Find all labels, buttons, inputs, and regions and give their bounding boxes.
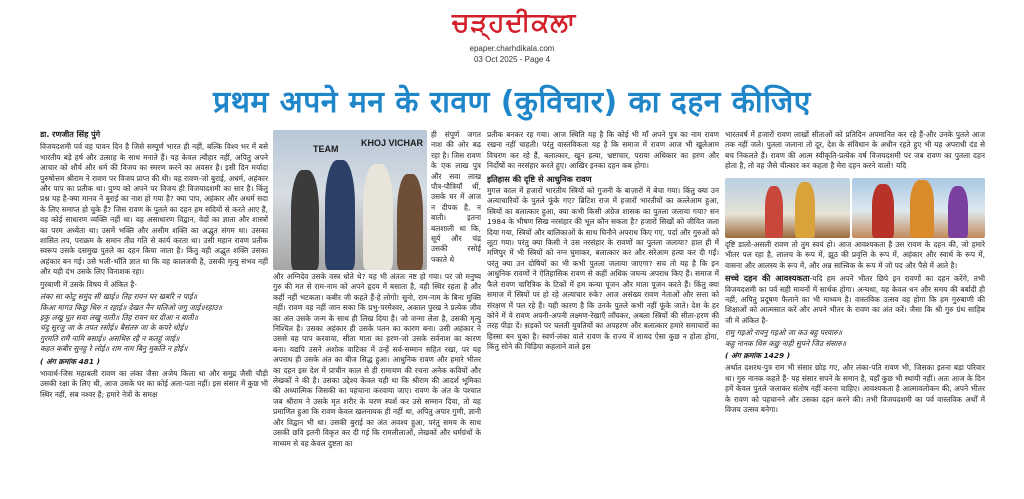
paragraph: भारतवर्ष में हजारों रावण लाखों सीताओं को प्रतिदिन अपमानित कर रहे हैं-और उनके पुतले आज तक नहीं जले। पुतला जलाना तो दूर, देश के संविधान के अधीन रहते हुए भी यह अपराधी दंड से बच निकलते हैं। रावण की आत्म स्वीकृति-प्रत्येक वर्ष विजयदशमी पर जब रावण का पुतला दहन होता है, तो वह जैसे चीत्कार कर कहता है मेरा दहन करने वालो! यदि [725,130,985,171]
paragraph: भावार्थ-जिस महाबली रावण का लंका जैसा अजेय किला था और समुद्र जैसी चौड़ी उसकी रक्षा के लिए थी, आज उसके घर का कोई अता-पता नहीं। इस संसार में कुछ भी स्थिर नहीं, सब नश्वर है; हमारे नेत्रों के समक्ष [40,368,268,399]
paragraph [725,273,985,326]
paragraph: और अग्निदेव उसके वस्त्र धोते थे? यह भी अंततः नष्ट हो गया। पर जो मनुष्य गुरु की मत से राम-नाम को अपने हृदय में बसाता है, वही स्थिर रहता है और कहीं नहीं भटकता। कबीर जी कहते हैं-हे लोगों! सुनो, राम-नाम के बिना मुक्ति नहीं। रावण वह नहीं जान सका कि प्रभु-परमेश्वर, अकाल पुरख ने प्रत्येक जीव का अंत उसके जन्म के साथ ही लिख दिया है। जो जन्मा लेता है, उसकी मृत्यु निश्चित है। उसका अहंकार ही उसके पतन का कारण बना। उसी अहंकार ने उससे वह पाप करवाया, सीता माता का हरण-जो उसके सर्वनाश का कारण बना। यद्यपि उसने अशोक वाटिका में उन्हें सर्व-सम्मान सहित रखा, पर यह अपराध ही उसके अंत का बीज सिद्ध हुआ। आधुनिक रावण और हमारे भीतर का दहन इस देश में प्राचीन काल से ही रामायण की रचना अनेक कवियों और लेखकों ने की है। उसका उद्देश्य केवल यही था कि श्रीराम की आदर्श भूमिका की अध्यात्मिक जिसकी का पहचाना करवाया जाए। रावण के अंत के पश्चात जब श्रीराम ने उसके मृत शरीर के चरण स्पर्श कर उसे सम्मान दिया, तो यह प्रमाणित हुआ कि रावण केवल खलनायक ही नहीं था, अपितु अपार गुणी, ज्ञानी और विद्वान भी था। उसकी बुराई का अंत अवश्य हुआ, परंतु समय के साथ उसकी छवि इतनी विकृत कर दी गई कि रामलीलाओं, लेखकों और धर्मग्रंथों के माध्यम से वह केवल दुष्टता का [273,272,481,448]
effigy-figure [948,186,968,238]
article-column-3 [487,130,719,499]
photo-khoj-label: KHOJ VICHAR [361,138,424,148]
verse-line: चंदु सूरजु जा के तपत रसोई॥ बैसंतरु जा के कपरे धोई॥ [40,323,188,333]
article-column-4 [725,240,985,499]
khoj-vichar-team-photo [273,130,427,270]
person-figure [363,164,393,270]
verse-line: गुरमति रामै नामि बसाई॥ असथिरु रहै न कतहूं जाई॥ [40,333,180,343]
issue-date-page: 03 Oct 2025 - Page 4 [473,55,551,64]
person-figure [325,160,355,270]
ravana-effigy-photo-left [725,178,850,238]
verse-line: कहु नानक थिरु कछु नाही सुपने जिउ संसारु॥ [725,338,847,348]
article-headline: प्रथम अपने मन के रावण (कुविचार) का दहन कीजिए [213,85,811,120]
verse-line: इकु लखु पूत सवा लखु नाती॥ तिह रावन घर दीआ न बाती॥ [40,312,199,322]
masthead [0,0,1024,70]
author-byline: डा. रणजीत सिंह पुंगे [40,130,101,139]
verse-line: किआ मागउ किछु थिरु न रहाई॥ देखत नैन चलिओ जगु जाई॥रहाउ॥ [40,302,223,312]
verse-line: रामु गइओ रावनु गइओ जा कउ बहु परवारु॥ [725,328,843,338]
article-column-4-top [725,130,985,178]
epaper-url[interactable]: epaper.charhdikala.com [469,44,555,53]
person-figure [291,170,319,270]
ang-reference: ( अंग क्रमांक 1429 ) [725,351,791,361]
effigy-figure [910,180,934,238]
effigy-figure [765,186,783,238]
paragraph: ही संपूर्ण जगत नाश की ओर बढ़ रहा है। जिस रावण के एक लाख पुत्र और सवा लाख पौत्र-पौत्रियाँ थीं, उसके घर में आज न दीपक है, न बाती। इतना बलशाली था कि, सूर्य और चंद्र उसकी रसोई पकाते थे [431,130,481,264]
article-column-2 [273,272,481,499]
verse-line: लंका सा कोटु समुंद सी खाई॥ तिह रावन घर खबरि न पाई॥ [40,292,197,302]
ang-reference: ( अंग क्रमांक 481 ) [40,356,100,366]
newspaper-logo: ਚੜ੍ਹਦੀਕਲਾ [452,8,577,38]
section-subheading: सच्चे दहन की आवश्यकता [725,273,810,284]
effigy-figure [872,184,894,238]
article-column-1 [40,130,268,499]
section-subheading: इतिहास की दृष्टि से आधुनिक रावण [487,173,592,184]
person-figure [397,174,423,270]
effigy-figure [795,182,815,238]
paragraph: मुगल काल में हजारों भारतीय स्त्रियों को गुजनी के बाज़ारों में बेचा गया। किंतु क्या उन अत्याचारियों के पुतले फूंके गए? ब्रिटिश राज में हजारों भारतीयों का क़त्लेआम हुआ, स्त्रियों का बलात्कार हुआ, क्या कभी किसी अंग्रेज शासक का पुतला जलाया गया? सन 1984 के भीषण सिख नरसंहार की भूल कौन सकता है? हजारों सिखों को जीवित जला दिया गया, स्त्रियों और बालिकाओं के साथ घिनौने अपराध किए गए, पर्दा और गुरुओं को लूटा गया। परंतु क्या किसी ने उस नरसंहार के रावणों का पुतला जलाया? हाल ही में मणिपुर में भी स्त्रियों को नग्न घुमाकर, बलात्कार कर और सरेआम हत्या कर दी गईं। परंतु क्या उन दोषियों का भी कभी पुतला जलाया जाएगा? सच तो यह है कि इन आधुनिक रावणों ने ऐतिहासिक रावण से कहीं अधिक जघन्य अपराध किए हैं। समाज में फैले रावण चारित्रिक के टिकों में हम कन्या पूजन और माता पूजन करते हैं। किंतु क्या समाज में स्त्रियों पर हो रहे अत्याचार रुके? आज असंख्य रावण नेताओं और सत्ता को संरक्षण में पल रहे हैं। यही कारण है कि उनके पुतले कभी नहीं फूंके जाते। देश के हर कोने में ये रावण अपनी-अपनी लक्ष्मण-रेखाएँ लाँघकर, अबला स्त्रियों की सीता-हरण की तरह पीड़ा दें। स़ड़कों पर चलती युवतियों का अपहरण और बलात्कार हमारे समाचारों का हिस्सा बन चुका है। स्वर्ण-लंका वाले रावण के राज्य में शायद ऐसा कुछ न होता होगा, किंतु सोने की चिड़िया कहलाने वाले इस [487,186,719,352]
gurbani-verse [40,292,268,354]
paragraph: प्रतीक बनकर रह गया। आज स्थिति यह है कि कोई भी माँ अपने पुत्र का नाम रावण रखना नहीं चाहती। परंतु वास्तविकता यह है कि समाज में रावण आज भी खुलेआम विचरण कर रहे हैं, बलात्कार, खून हत्या, भ्रष्टाचार, पराया अधिकार का हरण और निर्दोषों का नरसंहार करते हुए। आखिर इनका दहन कब होगा। [487,130,719,171]
paragraph: विजयदशमी पर्व वह पावन दिन है जिसे सम्पूर्ण भारत ही नहीं, बल्कि विश्व भर में बसे भारतीय बड़े हर्ष और उत्साह के साथ मनाते हैं। यह केवल त्यौहार नहीं, अपितु अपने आचार को शौर्य और धर्म की विजय का स्मरण करने का अवसर है। इसी दिन मर्यादा पुरुषोत्तम श्रीराम ने रावण पर विजय प्राप्त की थी। यह रावण-जो बुराई, अधर्म, अहंकार और पाप का प्रतीक था। पुण्य को अपने पर विजय ही विजयादशमी का सार है। किंतु प्रश्न यह है-क्या मानव ने बुराई का नाश हो गया है? क्या पाप, अहंकार और अधर्म सदा के लिए समाप्त हो चुके हैं? जिस रावण के पुतले का दहन हम सदियों से करते आए हैं, वह कोई साधारण व्यक्ति नहीं था। वह असाधारण विद्वान, वेदों का ज्ञाता और शास्त्रों का परम अध्येता था। उसमें भक्ति और असीम शक्ति का अद्भुत संगम था। उसका शासित तप, पराक्रम के समान तीव्र गति से कार्य करता था। उसी महान रावण प्रतीक स्वरूप उसके दसमुख पुतले का दहन किया जाता है। किंतु वही अद्भुत शक्ति उसका अहंकार बन गई। उसे भली-भाँति ज्ञात था कि वह कालजयी है, उसकी मृत्यु संभव नहीं और यही दंभ उसके लिए विनाशक रहा। [40,142,268,277]
verse-line: कहत कबीर सुनहु रे लोई॥ राम नाम बिनु मुकति न होई॥ [40,344,188,354]
paragraph: अर्थात दशरथ-पुत्र राम भी संसार छोड़ गए, और लंका-पति रावण भी, जिसका इतना बड़ा परिवार था। गुरु नानक कहते हैं- यह संसार सपने के समान है, यहाँ कुछ भी स्थायी नहीं। अतः आज के दिन हमें केवल पुतले जलाकर संतोष नहीं करना चाहिए। आवश्यकता है आत्मावलोकन की, अपने भीतर के रावण को पहचानने और उसका दहन करने की। तभी विजयदशमी का पर्व वास्तविक अर्थों में विजय उत्सव बनेगा। [725,363,985,415]
paragraph: गुरबाणी में उसके विषय में अंकित है- [40,279,137,289]
article-column-2-side [431,130,481,270]
photo-team-label: TEAM [313,144,339,154]
paragraph-text: -यदि हम अपने भीतर छिपे इन रावणों का दहन करेंगे, तभी विजयदशमी का पर्व सही मायनों में सार्थक होगा। अन्यथा, यह केवल धन और समय की बर्बादी ही नहीं, अपितु प्रदूषण फैलाने का भी माध्यम है। वास्तविक उत्सव वह होगा कि हम गुरुबाणी की शिक्षाओं को आत्मसात करें और अपने भीतर के रावण का अंत करें। जैसा कि श्री गुरु ग्रंथ साहिब जी में अंकित है- [725,274,985,325]
paragraph: दृष्टि डालो-असली रावण तो तुम स्वयं हो। आज आवश्यकता है उस रावण के दहन की, जो हमारे भीतर पल रहा है, लालच के रूप में, झूठ की प्रवृत्ति के रूप में, अहंकार और स्वार्थ के रूप में, वासना और आलस्य के रूप में, और अन्न सात्त्विक के रूप में जो पद और पैसे में आते है। [725,240,985,270]
gurbani-verse [725,328,985,349]
ravana-effigy-photo [852,178,985,238]
